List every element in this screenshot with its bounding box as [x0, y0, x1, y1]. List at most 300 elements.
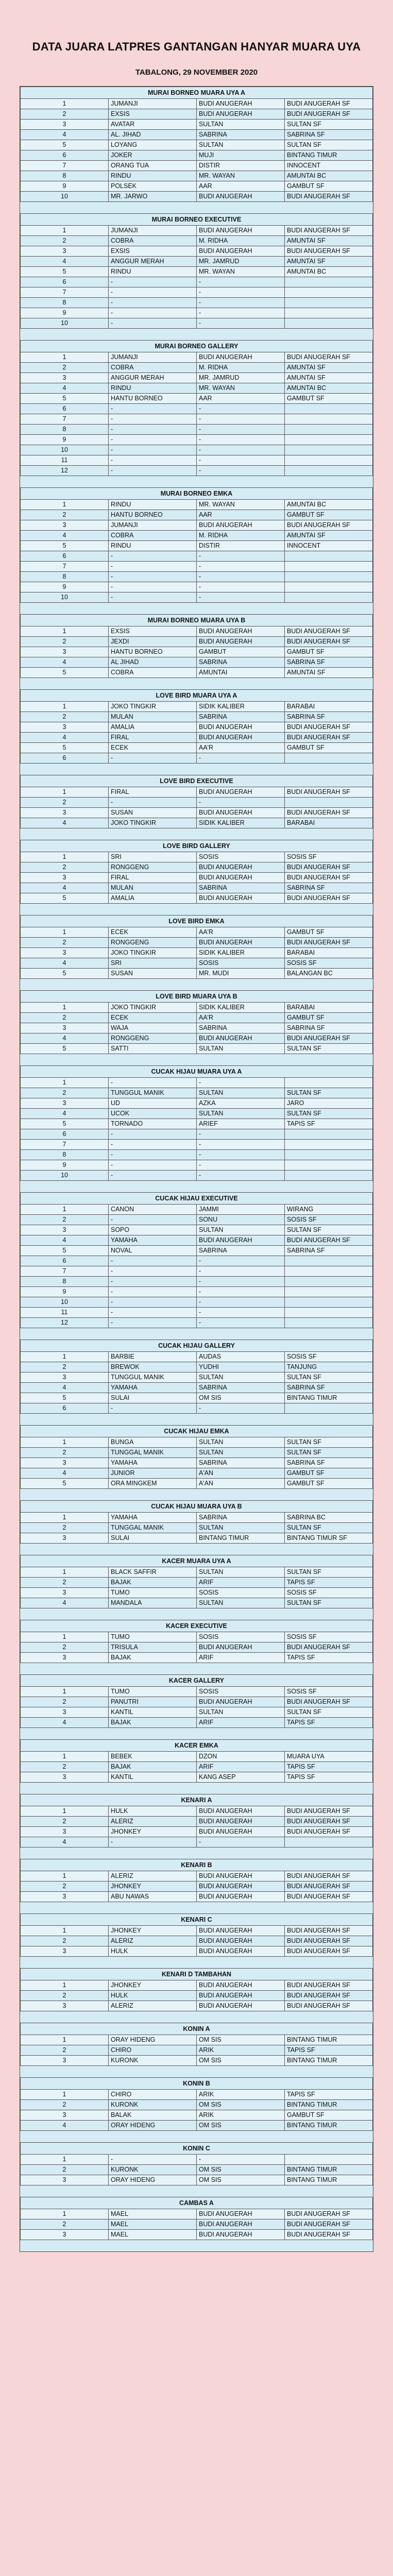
bird-name-cell: - — [109, 592, 197, 603]
table-row — [21, 2056, 373, 2066]
section-title: KACER GALLERY — [21, 1675, 373, 1687]
results-table — [20, 1674, 373, 1728]
rank-cell: 2 — [21, 862, 109, 873]
team-cell: GAMBUT SF — [285, 1479, 373, 1489]
owner-cell: SULTAN — [197, 140, 285, 150]
team-cell: BUDI ANUGERAH SF — [285, 192, 373, 202]
bird-name-cell: POLSEK — [109, 181, 197, 192]
team-cell: SABRINA SF — [285, 130, 373, 140]
table-row — [21, 181, 373, 192]
rank-cell: 2 — [21, 1362, 109, 1372]
rank-cell: 5 — [21, 541, 109, 551]
owner-cell: AAR — [197, 510, 285, 520]
rank-cell: 1 — [21, 626, 109, 637]
owner-cell: - — [197, 1403, 285, 1414]
bird-name-cell: WAJA — [109, 1023, 197, 1033]
rank-cell: 2 — [21, 1578, 109, 1588]
results-section — [20, 340, 373, 476]
results-section — [20, 915, 373, 979]
owner-cell: AAR — [197, 394, 285, 404]
rank-cell: 10 — [21, 1171, 109, 1181]
rank-cell: 3 — [21, 1827, 109, 1837]
owner-cell: AMUNTAI — [197, 668, 285, 678]
table-row — [21, 2035, 373, 2045]
table-row — [21, 1308, 373, 1318]
table-row — [21, 120, 373, 130]
team-cell: BUDI ANUGERAH SF — [285, 1235, 373, 1246]
rank-cell: 1 — [21, 1806, 109, 1817]
section-header-row — [21, 916, 373, 927]
team-cell: BARABAI — [285, 818, 373, 828]
team-cell — [285, 1403, 373, 1414]
team-cell: SULTAN SF — [285, 1523, 373, 1533]
table-row — [21, 1578, 373, 1588]
results-table — [20, 840, 373, 904]
rank-cell: 1 — [21, 702, 109, 712]
bird-name-cell: YAMAHA — [109, 1513, 197, 1523]
team-cell: BUDI ANUGERAH SF — [285, 99, 373, 109]
team-cell: BUDI ANUGERAH SF — [285, 1882, 373, 1892]
bird-name-cell: MANDALA — [109, 1598, 197, 1608]
bird-name-cell: RONGGENG — [109, 862, 197, 873]
bird-name-cell: ALERIZ — [109, 1817, 197, 1827]
rank-cell: 3 — [21, 120, 109, 130]
bird-name-cell: TUNGGUL MANIK — [109, 1372, 197, 1383]
table-row — [21, 520, 373, 531]
owner-cell: BUDI ANUGERAH — [197, 1946, 285, 1957]
owner-cell: - — [197, 414, 285, 425]
team-cell: TAPIS SF — [285, 2045, 373, 2056]
bird-name-cell: - — [109, 425, 197, 435]
team-cell: TAPIS SF — [285, 2090, 373, 2100]
bird-name-cell: - — [109, 277, 197, 287]
table-row — [21, 1109, 373, 1119]
rank-cell: 7 — [21, 1266, 109, 1277]
owner-cell: - — [197, 1277, 285, 1287]
section-title: KONIN B — [21, 2078, 373, 2090]
owner-cell: BUDI ANUGERAH — [197, 893, 285, 904]
bird-name-cell: - — [109, 1266, 197, 1277]
rank-cell: 4 — [21, 1837, 109, 1848]
bird-name-cell: JOKO TINGKIR — [109, 818, 197, 828]
team-cell: SULTAN SF — [285, 1567, 373, 1578]
team-cell: BINTANG TIMUR — [285, 2056, 373, 2066]
results-section — [20, 1555, 373, 1608]
table-row — [21, 1882, 373, 1892]
table-row — [21, 1687, 373, 1697]
table-row — [21, 1352, 373, 1362]
owner-cell: M. RIDHA — [197, 363, 285, 373]
bird-name-cell: BAJAK — [109, 1578, 197, 1588]
bird-name-cell: EXSIS — [109, 626, 197, 637]
table-row — [21, 1980, 373, 1991]
bird-name-cell: RINDU — [109, 267, 197, 277]
bird-name-cell: JUMANJI — [109, 352, 197, 363]
table-row — [21, 1403, 373, 1414]
team-cell: SABRINA SF — [285, 1023, 373, 1033]
bird-name-cell: ALERIZ — [109, 2001, 197, 2011]
section-header-row — [21, 1555, 373, 1567]
team-cell: BUDI ANUGERAH SF — [285, 1946, 373, 1957]
bird-name-cell: ORAY HIDENG — [109, 2035, 197, 2045]
bird-name-cell: - — [109, 582, 197, 592]
team-cell — [285, 753, 373, 764]
team-cell: SULTAN SF — [285, 1109, 373, 1119]
rank-cell: 2 — [21, 712, 109, 722]
owner-cell: MR. WAYAN — [197, 383, 285, 394]
owner-cell: SULTAN — [197, 1448, 285, 1458]
table-row — [21, 582, 373, 592]
rank-cell: 1 — [21, 1752, 109, 1762]
results-table — [20, 487, 373, 603]
owner-cell: SULTAN — [197, 1523, 285, 1533]
team-cell: BUDI ANUGERAH SF — [285, 1991, 373, 2001]
owner-cell: GAMBUT — [197, 647, 285, 657]
table-row — [21, 592, 373, 603]
owner-cell: - — [197, 2155, 285, 2165]
table-row — [21, 753, 373, 764]
bird-name-cell: ORA MINGKEM — [109, 1479, 197, 1489]
owner-cell: A'AN — [197, 1468, 285, 1479]
rank-cell: 3 — [21, 2175, 109, 2185]
table-row — [21, 1098, 373, 1109]
bird-name-cell: BAJAK — [109, 1762, 197, 1772]
bird-name-cell: AMALIA — [109, 893, 197, 904]
team-cell: GAMBUT SF — [285, 743, 373, 753]
bird-name-cell: ABU NAWAS — [109, 1892, 197, 1902]
owner-cell: ARIK — [197, 2110, 285, 2121]
results-table — [20, 2077, 373, 2131]
rank-cell: 1 — [21, 1632, 109, 1642]
bird-name-cell: JEXDI — [109, 637, 197, 647]
rank-cell: 3 — [21, 1225, 109, 1235]
section-title: KACER EMKA — [21, 1740, 373, 1752]
bird-name-cell: RINDU — [109, 171, 197, 181]
owner-cell: ARIK — [197, 2090, 285, 2100]
owner-cell: MR. WAYAN — [197, 500, 285, 510]
owner-cell: - — [197, 308, 285, 318]
section-header-row — [21, 1426, 373, 1437]
table-row — [21, 1533, 373, 1544]
bird-name-cell: JHONKEY — [109, 1926, 197, 1936]
owner-cell: SABRINA — [197, 712, 285, 722]
team-cell: BUDI ANUGERAH SF — [285, 2001, 373, 2011]
table-row — [21, 318, 373, 329]
table-row — [21, 1235, 373, 1246]
rank-cell: 1 — [21, 1437, 109, 1448]
bird-name-cell: - — [109, 2155, 197, 2165]
bird-name-cell: - — [109, 1215, 197, 1225]
rank-cell: 3 — [21, 1707, 109, 1718]
owner-cell: OM SIS — [197, 2175, 285, 2185]
results-section — [20, 87, 373, 202]
team-cell: INNOCENT — [285, 161, 373, 171]
rank-cell: 1 — [21, 2155, 109, 2165]
owner-cell: BUDI ANUGERAH — [197, 2001, 285, 2011]
results-section — [20, 213, 373, 329]
rank-cell: 7 — [21, 1140, 109, 1150]
table-row — [21, 109, 373, 120]
table-row — [21, 1871, 373, 1882]
bird-name-cell: KURONK — [109, 2165, 197, 2175]
rank-cell: 2 — [21, 510, 109, 520]
table-row — [21, 352, 373, 363]
owner-cell: AZKA — [197, 1098, 285, 1109]
team-cell: AMUNTAI SF — [285, 668, 373, 678]
rank-cell: 2 — [21, 798, 109, 808]
results-section — [20, 1739, 373, 1783]
section-title: MURAI BORNEO MUARA UYA A — [21, 87, 373, 99]
team-cell: BUDI ANUGERAH SF — [285, 1936, 373, 1946]
rank-cell: 6 — [21, 551, 109, 562]
bird-name-cell: FIRAL — [109, 787, 197, 798]
table-row — [21, 1697, 373, 1707]
bird-name-cell: MULAN — [109, 712, 197, 722]
bird-name-cell: AL. JIHAD — [109, 130, 197, 140]
section-header-row — [21, 1340, 373, 1352]
bird-name-cell: MULAN — [109, 883, 197, 893]
table-row — [21, 862, 373, 873]
bird-name-cell: - — [109, 798, 197, 808]
owner-cell: DZON — [197, 1752, 285, 1762]
table-row — [21, 1892, 373, 1902]
table-row — [21, 1033, 373, 1044]
section-title: LOVE BIRD GALLERY — [21, 840, 373, 852]
table-row — [21, 1772, 373, 1783]
bird-name-cell: PANUTRI — [109, 1697, 197, 1707]
section-title: KENARI C — [21, 1914, 373, 1926]
team-cell: BUDI ANUGERAH SF — [285, 893, 373, 904]
table-row — [21, 1991, 373, 2001]
section-title: LOVE BIRD MUARA UYA B — [21, 991, 373, 1003]
table-row — [21, 637, 373, 647]
team-cell: AMUNTAI BC — [285, 171, 373, 181]
rank-cell: 6 — [21, 404, 109, 414]
owner-cell: BUDI ANUGERAH — [197, 1806, 285, 1817]
bird-name-cell: SULAI — [109, 1393, 197, 1403]
table-row — [21, 140, 373, 150]
table-row — [21, 562, 373, 572]
owner-cell: SOSIS — [197, 852, 285, 862]
owner-cell: SONU — [197, 1215, 285, 1225]
table-row — [21, 373, 373, 383]
section-title: MURAI BORNEO GALLERY — [21, 341, 373, 352]
rank-cell: 8 — [21, 572, 109, 582]
owner-cell: SABRINA — [197, 1246, 285, 1256]
team-cell: INNOCENT — [285, 541, 373, 551]
rank-cell: 7 — [21, 562, 109, 572]
bird-name-cell: HANTU BORNEO — [109, 647, 197, 657]
table-row — [21, 394, 373, 404]
team-cell: BUDI ANUGERAH SF — [285, 862, 373, 873]
rank-cell: 2 — [21, 236, 109, 246]
rank-cell: 9 — [21, 181, 109, 192]
bird-name-cell: SRI — [109, 852, 197, 862]
rank-cell: 5 — [21, 1044, 109, 1054]
table-row — [21, 1926, 373, 1936]
table-row — [21, 572, 373, 582]
table-row — [21, 1205, 373, 1215]
results-section — [20, 1913, 373, 1957]
table-row — [21, 1752, 373, 1762]
owner-cell: M. RIDHA — [197, 236, 285, 246]
team-cell: TAPIS SF — [285, 1578, 373, 1588]
owner-cell: SULTAN — [197, 120, 285, 130]
rank-cell: 3 — [21, 1458, 109, 1468]
team-cell: GAMBUT SF — [285, 394, 373, 404]
bird-name-cell: SUSAN — [109, 808, 197, 818]
team-cell: SABRINA SF — [285, 657, 373, 668]
rank-cell: 11 — [21, 455, 109, 466]
results-section — [20, 1859, 373, 1902]
team-cell: SOSIS SF — [285, 1352, 373, 1362]
team-cell: BUDI ANUGERAH SF — [285, 722, 373, 733]
owner-cell: BINTANG TIMUR — [197, 1533, 285, 1544]
bird-name-cell: FIRAL — [109, 873, 197, 883]
results-table — [20, 1794, 373, 1848]
owner-cell: SULTAN — [197, 1437, 285, 1448]
rank-cell: 6 — [21, 1129, 109, 1140]
table-row — [21, 2110, 373, 2121]
bird-name-cell: - — [109, 445, 197, 455]
bird-name-cell: - — [109, 1078, 197, 1088]
table-row — [21, 455, 373, 466]
team-cell: SABRINA BC — [285, 1513, 373, 1523]
bird-name-cell: - — [109, 1140, 197, 1150]
owner-cell: ARIF — [197, 1653, 285, 1663]
bird-name-cell: - — [109, 1160, 197, 1171]
section-title: KENARI D TAMBAHAN — [21, 1969, 373, 1980]
owner-cell: BUDI ANUGERAH — [197, 626, 285, 637]
section-title: KENARI A — [21, 1794, 373, 1806]
bird-name-cell: JHONKEY — [109, 1827, 197, 1837]
results-section — [20, 1968, 373, 2011]
owner-cell: BUDI ANUGERAH — [197, 2209, 285, 2219]
bird-name-cell: RONGGENG — [109, 1033, 197, 1044]
results-table — [20, 1500, 373, 1544]
bird-name-cell: ECEK — [109, 743, 197, 753]
results-section — [20, 1620, 373, 1663]
results-table — [20, 2142, 373, 2185]
owner-cell: - — [197, 466, 285, 476]
rank-cell: 2 — [21, 2100, 109, 2110]
owner-cell: SABRINA — [197, 130, 285, 140]
bird-name-cell: UD — [109, 1098, 197, 1109]
section-title: LOVE BIRD EMKA — [21, 916, 373, 927]
results-section — [20, 1340, 373, 1414]
section-header-row — [21, 1740, 373, 1752]
rank-cell: 1 — [21, 787, 109, 798]
table-row — [21, 226, 373, 236]
rank-cell: 10 — [21, 1297, 109, 1308]
team-cell: SULTAN SF — [285, 1598, 373, 1608]
team-cell: SULTAN SF — [285, 1225, 373, 1235]
bird-name-cell: - — [109, 551, 197, 562]
team-cell — [285, 1318, 373, 1328]
table-row — [21, 2100, 373, 2110]
team-cell: BUDI ANUGERAH SF — [285, 2209, 373, 2219]
team-cell: BUDI ANUGERAH SF — [285, 2219, 373, 2230]
rank-cell: 6 — [21, 1403, 109, 1414]
team-cell: BARABAI — [285, 1003, 373, 1013]
rank-cell: 7 — [21, 414, 109, 425]
rank-cell: 4 — [21, 531, 109, 541]
table-row — [21, 246, 373, 257]
owner-cell: JAMMI — [197, 1205, 285, 1215]
table-row — [21, 1588, 373, 1598]
owner-cell: A'AN — [197, 1479, 285, 1489]
table-row — [21, 1013, 373, 1023]
rank-cell: 8 — [21, 171, 109, 181]
team-cell: BUDI ANUGERAH SF — [285, 226, 373, 236]
rank-cell: 1 — [21, 1513, 109, 1523]
table-row — [21, 1707, 373, 1718]
section-header-row — [21, 2197, 373, 2209]
table-row — [21, 2121, 373, 2131]
owner-cell: MUJI — [197, 150, 285, 161]
table-row — [21, 510, 373, 520]
team-cell: SABRINA SF — [285, 883, 373, 893]
team-cell: BINTANG TIMUR — [285, 2165, 373, 2175]
results-table — [20, 1739, 373, 1783]
team-cell: GAMBUT SF — [285, 647, 373, 657]
owner-cell: BUDI ANUGERAH — [197, 520, 285, 531]
bird-name-cell: HULK — [109, 1991, 197, 2001]
results-table — [20, 1620, 373, 1663]
table-row — [21, 1383, 373, 1393]
bird-name-cell: FIRAL — [109, 733, 197, 743]
rank-cell: 2 — [21, 938, 109, 948]
rank-cell: 3 — [21, 647, 109, 657]
owner-cell: OM SIS — [197, 1393, 285, 1403]
table-row — [21, 1806, 373, 1817]
owner-cell: - — [197, 1318, 285, 1328]
owner-cell: SULTAN — [197, 1372, 285, 1383]
team-cell — [285, 404, 373, 414]
bird-name-cell: KURONK — [109, 2100, 197, 2110]
team-cell: BUDI ANUGERAH SF — [285, 352, 373, 363]
owner-cell: BUDI ANUGERAH — [197, 1980, 285, 1991]
results-section — [20, 2023, 373, 2066]
table-row — [21, 1023, 373, 1033]
table-row — [21, 1437, 373, 1448]
team-cell: GAMBUT SF — [285, 510, 373, 520]
table-row — [21, 500, 373, 510]
table-row — [21, 1256, 373, 1266]
bird-name-cell: JHONKEY — [109, 1980, 197, 1991]
section-title: KONIN A — [21, 2023, 373, 2035]
team-cell — [285, 455, 373, 466]
rank-cell: 1 — [21, 352, 109, 363]
rank-cell: 8 — [21, 1150, 109, 1160]
section-title: MURAI BORNEO MUARA UYA B — [21, 615, 373, 626]
bird-name-cell: ORANG TUA — [109, 161, 197, 171]
owner-cell: AA'R — [197, 927, 285, 938]
section-header-row — [21, 1914, 373, 1926]
table-row — [21, 1215, 373, 1225]
section-title: MURAI BORNEO EXECUTIVE — [21, 214, 373, 226]
table-row — [21, 1129, 373, 1140]
owner-cell: - — [197, 1297, 285, 1308]
bird-name-cell: JUMANJI — [109, 226, 197, 236]
table-row — [21, 2230, 373, 2240]
bird-name-cell: SRI — [109, 958, 197, 969]
section-title: CUCAK HIJAU EXECUTIVE — [21, 1193, 373, 1205]
rank-cell: 6 — [21, 277, 109, 287]
bird-name-cell: TUMO — [109, 1687, 197, 1697]
bird-name-cell: BALAK — [109, 2110, 197, 2121]
results-section — [20, 1065, 373, 1181]
